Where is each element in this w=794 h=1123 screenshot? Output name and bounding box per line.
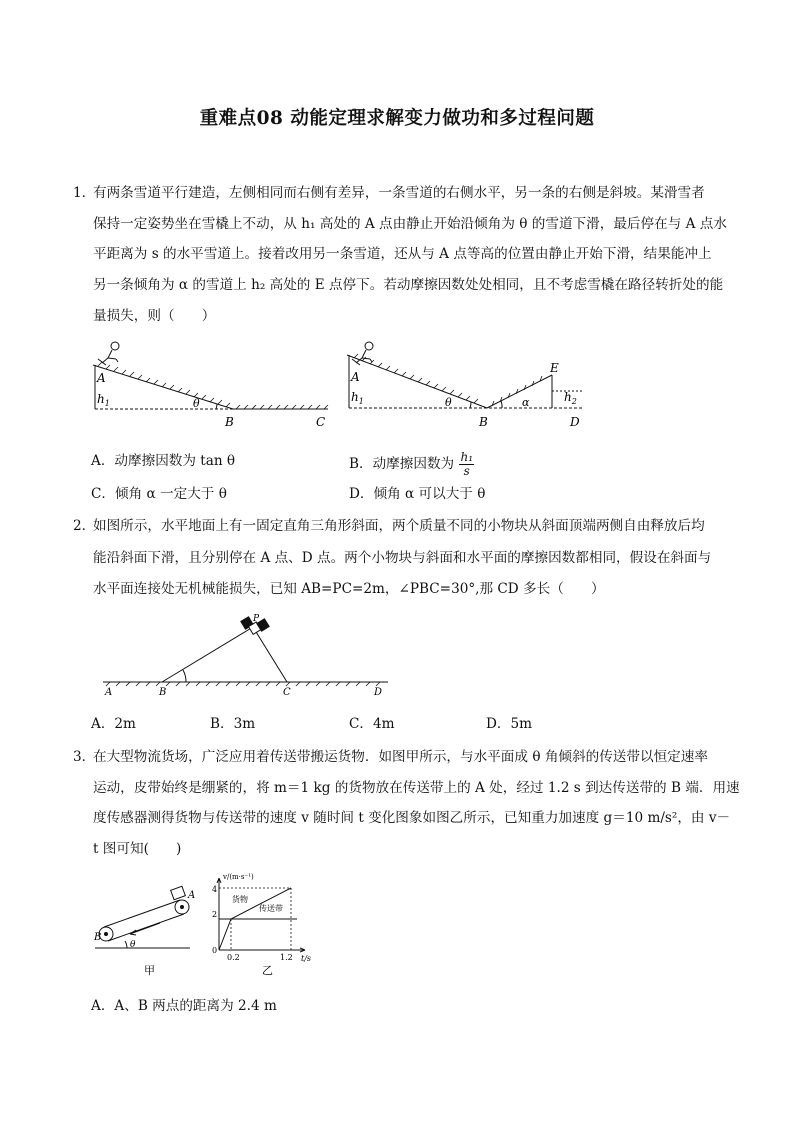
point-B-label: B: [479, 415, 488, 429]
question-text-line: 水平面连接处无机械能损失，已知 AB=PC=2m，∠PBC=30°,那 CD 多长（ ）: [93, 581, 605, 597]
question-text-line: 有两条雪道平行建造，左侧相同而右侧有差异，一条雪道的右侧水平，另一条的右侧是斜坡。某滑雪者: [93, 185, 705, 201]
slope-line: [93, 365, 233, 409]
ski-slope-figure-1: [88, 335, 338, 435]
point-E-label: E: [550, 361, 559, 375]
fraction-numerator: h₁: [460, 450, 474, 464]
slope-line: [347, 355, 487, 408]
angle-arc: [183, 670, 186, 682]
question-text-line: 运动，皮带始终是绷紧的，将 m＝1 kg 的货物放在传送带上的 A 处，经过 1.2 s 到达传送带的 B 端．用速: [93, 780, 740, 796]
point-A-label: A: [351, 370, 360, 384]
point-A-label: A: [97, 371, 106, 385]
y-tick-label: 2: [212, 910, 218, 919]
point-B-label: B: [94, 932, 102, 943]
option-a[interactable]: A．A、B 两点的距离为 2.4 m: [91, 998, 277, 1014]
angle-arc: [216, 404, 217, 409]
figure-caption: 乙: [262, 964, 273, 977]
theta-label: θ: [193, 397, 200, 410]
question-text-line: 保持一定姿势坐在雪橇上不动，从 h₁ 高处的 A 点由静止开始沿倾角为 θ 的雪道下滑，最后停在与 A 点水: [93, 216, 727, 232]
height2-label: $h_2$: [564, 390, 577, 406]
option-b[interactable]: B．3m: [210, 716, 256, 732]
question-text-line: 在大型物流货场，广泛应用着传送带搬运货物．如图甲所示，与水平面成 θ 角倾斜的传送带以恒定速率: [93, 749, 708, 765]
alpha-label: α: [522, 396, 530, 409]
fraction-denominator: s: [463, 464, 470, 478]
triangle-incline-figure: [98, 610, 398, 698]
option-b[interactable]: [349, 451, 474, 478]
angle-arc: [125, 941, 127, 948]
theta-label: θ: [445, 396, 452, 409]
question-text-line: 平距离为 s 的水平雪道上。接着改用另一条雪道，还从与 A 点等高的位置由静止开始下滑，结果能冲上: [93, 246, 712, 262]
up-slope-line: [487, 375, 552, 408]
slope-hatching: [98, 362, 328, 409]
skier-head-icon: [365, 342, 373, 350]
alpha-arc: [501, 401, 502, 408]
belt-bottom: [108, 914, 184, 941]
angle-arc: [470, 402, 471, 408]
fraction: [459, 451, 474, 478]
page-title: 重难点08 动能定理求解变力做功和多过程问题: [199, 108, 595, 129]
height-label: $h_1$: [97, 392, 110, 408]
question-text-line: 量损失，则（ ）: [93, 308, 216, 324]
question-number: 3．: [73, 749, 96, 765]
point-B-label: B: [159, 687, 167, 698]
ground-hatching: [106, 682, 380, 686]
origin-label: 0: [212, 946, 218, 955]
point-B-label: B: [225, 415, 234, 429]
point-A-label: A: [105, 687, 113, 698]
question-text-line: 能沿斜面下滑，且分别停在 A 点、D 点。两个小物块与斜面和水平面的摩擦因数都相同，假设在斜面与: [93, 550, 712, 566]
vt-chart: [205, 870, 325, 980]
point-D-label: D: [374, 687, 383, 698]
conveyor-figure: [90, 878, 200, 978]
incline-right: [253, 627, 287, 682]
figure-caption: 甲: [144, 964, 155, 977]
question-number: 1．: [73, 185, 96, 201]
point-D-label: D: [570, 415, 580, 429]
cargo-box-icon: [171, 886, 186, 900]
question-text-line: 度传感器测得货物与传送带的速度 v 随时间 t 变化图象如图乙所示，已知重力加速度 g＝10 m/s²，由 v－: [93, 810, 731, 826]
skier-head-icon: [111, 342, 119, 350]
question-text-line: t 图可知( ): [93, 841, 182, 857]
point-P-label: P: [253, 614, 260, 624]
point-C-label: C: [316, 415, 326, 429]
y-axis-label: v/(m·s⁻¹): [223, 873, 254, 881]
x-tick-label: 0.2: [227, 953, 240, 962]
point-C-label: C: [283, 687, 291, 698]
series-label-belt: 传送带: [259, 904, 283, 913]
height-label: $h_1$: [351, 390, 364, 406]
series-label-goods: 货物: [232, 895, 248, 904]
question-text-line: 如图所示，水平地面上有一固定直角三角形斜面，两个质量不同的小物块从斜面顶端两侧自由释放后均: [93, 518, 705, 534]
option-c[interactable]: C．4m: [349, 716, 395, 732]
belt-top: [104, 900, 180, 927]
incline-left: [162, 627, 253, 682]
vt-plot-area: [219, 888, 297, 950]
arrow-left-icon: [130, 923, 160, 935]
question-text-line: 另一条倾角为 α 的雪道上 h₂ 高处的 E 点停下。若动摩擦因数处处相同，且不考虑雪橇在路径转折处的能: [93, 277, 724, 293]
option-a[interactable]: A．2m: [91, 716, 136, 732]
x-axis-label: t/s: [301, 954, 312, 963]
ski-slope-figure-2: [342, 335, 592, 435]
question-number: 2．: [73, 518, 96, 534]
y-tick-label: 4: [212, 885, 218, 894]
option-d[interactable]: D．5m: [486, 716, 533, 732]
option-d[interactable]: D．倾角 α 可以大于 θ: [349, 486, 486, 502]
x-tick-label: 1.2: [280, 953, 293, 962]
theta-label: θ: [130, 940, 136, 950]
option-b-prefix: B．动摩擦因数为: [349, 456, 455, 472]
point-A-label: A: [188, 890, 196, 901]
option-a[interactable]: A．动摩擦因数为 tan θ: [91, 453, 236, 469]
option-c[interactable]: C．倾角 α 一定大于 θ: [91, 486, 227, 502]
